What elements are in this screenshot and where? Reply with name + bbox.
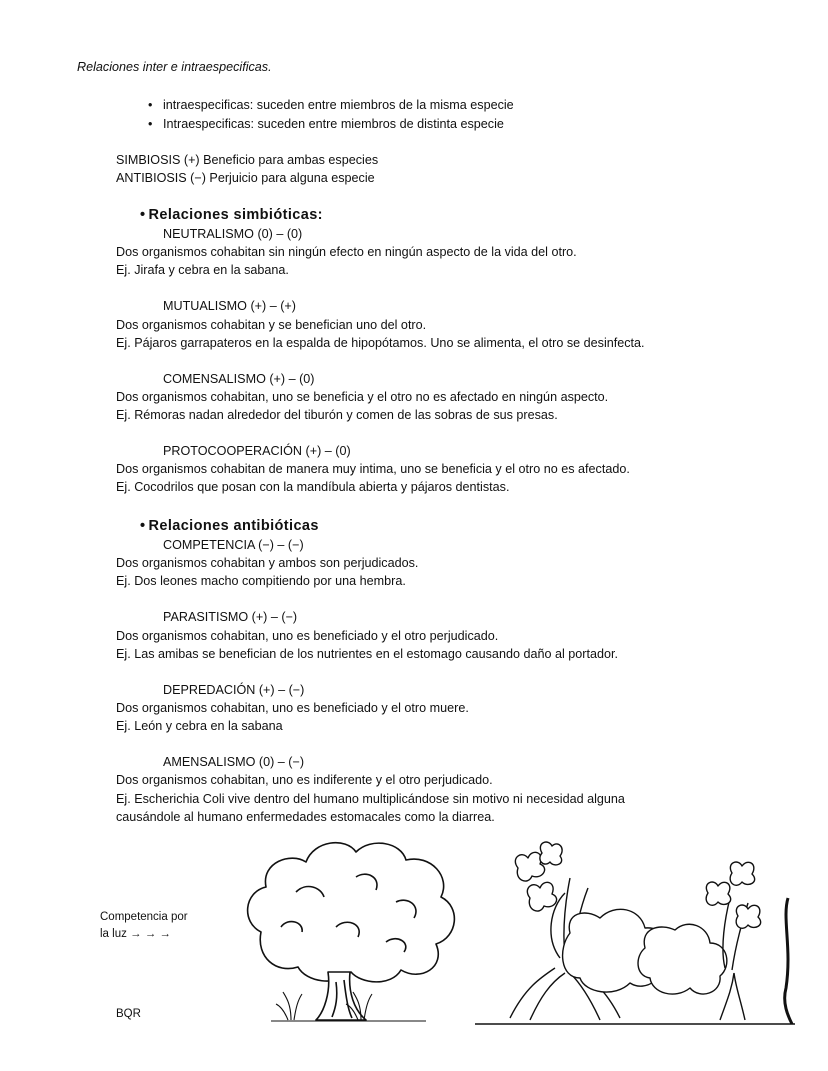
relation-example: Ej. Jirafa y cebra en la sabana.	[116, 263, 289, 277]
relation-desc: Dos organismos cohabitan, uno es beneficiado y el otro muere.	[116, 701, 469, 715]
relation-name: PARASITISMO (+) – (−)	[163, 610, 298, 624]
page-title: Relaciones inter e intraespecificas.	[77, 60, 272, 74]
relation-desc: Dos organismos cohabitan de manera muy intima, uno se beneficia y el otro no es afectado.	[116, 462, 630, 476]
footer-initials: BQR	[116, 1008, 141, 1020]
plants-illustration	[470, 838, 800, 1026]
relation-desc: Dos organismos cohabitan, uno es indiferente y el otro perjudicado.	[116, 773, 493, 787]
relation-example: Ej. Pájaros garrapateros en la espalda de hipopótamos. Uno se alimenta, el otro se desinfecta.	[116, 336, 645, 350]
relation-name: COMENSALISMO (+) – (0)	[163, 372, 315, 386]
caption-line-2: la luz → → →	[100, 928, 171, 940]
relation-name: NEUTRALISMO (0) – (0)	[163, 227, 303, 241]
relation-desc: Dos organismos cohabitan y se benefician uno del otro.	[116, 318, 427, 332]
relation-example: Ej. Dos leones macho compitiendo por una hembra.	[116, 574, 406, 588]
relation-desc: Dos organismos cohabitan sin ningún efecto en ningún aspecto de la vida del otro.	[116, 245, 577, 259]
heading-symbiotic: • Relaciones simbióticas:	[140, 206, 323, 224]
intro-simbiosis: SIMBIOSIS (+) Beneficio para ambas especies	[116, 153, 379, 167]
relation-desc: Dos organismos cohabitan, uno es beneficiado y el otro perjudicado.	[116, 629, 499, 643]
relation-example: Ej. Rémoras nadan alrededor del tiburón y comen de las sobras de sus presas.	[116, 408, 558, 422]
relation-example: Ej. Escherichia Coli vive dentro del humano multiplicándose sin motivo ni necesidad alguna	[116, 792, 625, 806]
relation-name: AMENSALISMO (0) – (−)	[163, 755, 305, 769]
relation-name: PROTOCOOPERACIÓN (+) – (0)	[163, 444, 351, 458]
relation-desc: Dos organismos cohabitan y ambos son perjudicados.	[116, 556, 419, 570]
relation-example-cont: causándole al humano enfermedades estomacales como la diarrea.	[116, 810, 495, 824]
caption-line-1: Competencia por	[100, 911, 188, 923]
definition-intra: • intraespecificas: suceden entre miembros de la misma especie	[163, 96, 514, 114]
tree-illustration	[236, 832, 466, 1027]
relation-name: DEPREDACIÓN (+) – (−)	[163, 683, 305, 697]
heading-antibiotic: • Relaciones antibióticas	[140, 517, 319, 535]
relation-name: MUTUALISMO (+) – (+)	[163, 299, 296, 313]
intro-antibiosis: ANTIBIOSIS (−) Perjuicio para alguna especie	[116, 171, 375, 185]
relation-example: Ej. Cocodrilos que posan con la mandíbula abierta y pájaros dentistas.	[116, 480, 510, 494]
relation-example: Ej. Las amibas se benefician de los nutrientes en el estomago causando daño al portador.	[116, 647, 618, 661]
relation-name: COMPETENCIA (−) – (−)	[163, 538, 304, 552]
relation-example: Ej. León y cebra en la sabana	[116, 719, 283, 733]
relation-desc: Dos organismos cohabitan, uno se beneficia y el otro no es afectado en ningún aspecto.	[116, 390, 609, 404]
definition-inter: • Intraespecificas: suceden entre miembros de distinta especie	[163, 115, 504, 133]
